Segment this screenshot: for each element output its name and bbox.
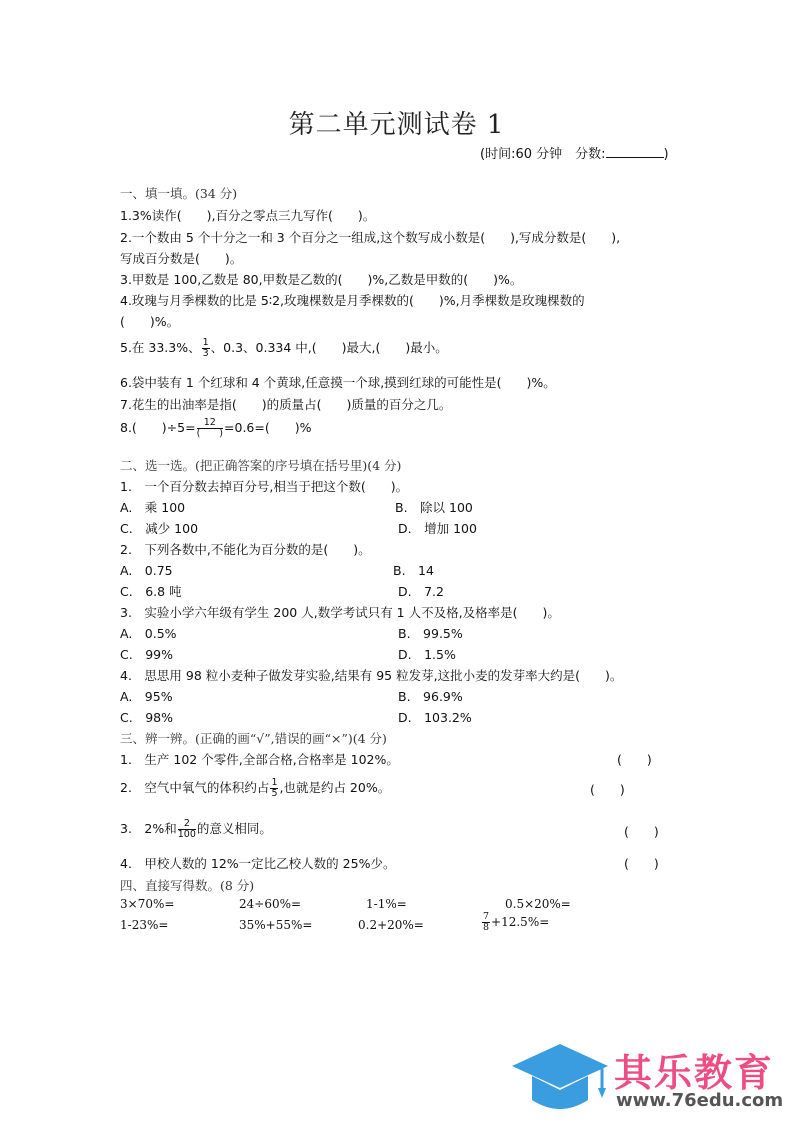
s3-q4: 4. 甲校人数的 12%一定比乙校人数的 25%少。: [120, 856, 396, 871]
s2-q3-option-b: B. 99.5%: [398, 626, 463, 641]
s3-q4-answer-paren: ( ): [624, 856, 659, 871]
watermark-logo: [510, 1040, 790, 1120]
fraction: $\frac{12}{( )}$: [196, 417, 224, 439]
s2-q4-option-c: C. 98%: [120, 710, 173, 725]
calc-item: 24÷60%=: [239, 897, 302, 911]
s1-q5: 5.在 33.3%、 $\frac{1}{3}$ 、0.3、0.334 中,( )最大,( )最小。: [120, 337, 448, 359]
s1-q2-line1: 2.一个数由 5 个十分之一和 3 个百分之一组成,这个数写成小数是( ),写成分数是( ),: [120, 230, 621, 245]
calc-item: 3×70%=: [120, 897, 175, 911]
brand-name: 其乐教育: [614, 1051, 775, 1095]
s2-q1-option-a: A. 乘 100: [120, 500, 186, 515]
fraction: $\frac{2}{100}$: [177, 818, 196, 840]
s2-q2-option-b: B. 14: [393, 563, 434, 578]
exam-info: (时间:60 分钟 分数: ): [480, 147, 669, 162]
s2-q4-option-a: A. 95%: [120, 689, 173, 704]
section2-heading: 二、选一选。(把正确答案的序号填在括号里)(4 分): [120, 458, 402, 473]
time-label: (时间:60 分钟 分数:: [480, 147, 606, 162]
s2-q4-option-d: D. 103.2%: [398, 710, 472, 725]
brand-url: www.76edu.com: [616, 1090, 784, 1111]
calc-item: $\frac{7}{8}$ +12.5%=: [483, 911, 550, 933]
section4-heading: 四、直接写得数。(8 分): [120, 878, 255, 893]
s2-q3: 3. 实验小学六年级有学生 200 人,数学考试只有 1 人不及格,及格率是( )。: [120, 605, 560, 620]
s1-q7: 7.花生的出油率是指( )的质量占( )质量的百分之几。: [120, 397, 452, 412]
s1-q8: 8.( )÷5= $\frac{12}{( )}$ =0.6=( )%: [120, 417, 312, 439]
s2-q3-option-a: A. 0.5%: [120, 626, 177, 641]
s2-q2: 2. 下列各数中,不能化为百分数的是( )。: [120, 542, 371, 557]
s2-q1-option-c: C. 减少 100: [120, 521, 199, 536]
s2-q1-option-d: D. 增加 100: [398, 521, 477, 536]
s1-q1: 1.3%读作( ),百分之零点三九写作( )。: [120, 208, 376, 223]
s2-q2-option-d: D. 7.2: [398, 584, 444, 599]
s2-q3-option-c: C. 99%: [120, 647, 173, 662]
s1-q4-line1: 4.玫瑰与月季棵数的比是 5∶2,玫瑰棵数是月季棵数的( )%,月季棵数是玫瑰棵数的: [120, 293, 585, 308]
s3-q2: 2. 空气中氧气的体积约占 $\frac{1}{5}$ ,也就是约占 20%。: [120, 777, 391, 799]
s2-q4: 4. 思思用 98 粒小麦种子做发芽实验,结果有 95 粒发芽,这批小麦的发芽率大约是( )。: [120, 668, 623, 683]
fraction: $\frac{1}{5}$: [271, 777, 278, 799]
s1-q4-line2: ( )%。: [120, 314, 180, 329]
section1-heading: 一、填一填。(34 分): [120, 186, 238, 201]
fraction: $\frac{1}{3}$: [202, 337, 209, 359]
s2-q2-option-a: A. 0.75: [120, 563, 173, 578]
s2-q3-option-d: D. 1.5%: [398, 647, 456, 662]
s1-q6: 6.袋中装有 1 个红球和 4 个黄球,任意摸一个球,摸到红球的可能性是( )%。: [120, 375, 556, 390]
calc-item: 1-23%=: [120, 918, 169, 932]
s3-q2-answer-paren: ( ): [590, 782, 625, 797]
s2-q1-option-b: B. 除以 100: [395, 500, 473, 515]
fraction: $\frac{7}{8}$: [483, 911, 490, 933]
s3-q1-answer-paren: ( ): [617, 752, 652, 767]
section3-heading: 三、辨一辨。(正确的画“√”,错误的画“×”)(4 分): [120, 731, 387, 746]
s2-q2-option-c: C. 6.8 吨: [120, 584, 182, 599]
score-blank: [606, 145, 664, 158]
calc-item: 1-1%=: [366, 897, 407, 911]
s3-q3: 3. 2%和 $\frac{2}{100}$ 的意义相同。: [120, 818, 272, 840]
graduation-cap-icon: [510, 1040, 610, 1116]
calc-item: 0.2+20%=: [358, 918, 424, 932]
page-title: 第二单元测试卷 1: [288, 110, 505, 140]
calc-item: 35%+55%=: [239, 918, 313, 932]
s2-q4-option-b: B. 96.9%: [398, 689, 463, 704]
s2-q1: 1. 一个百分数去掉百分号,相当于把这个数( )。: [120, 479, 409, 494]
s1-q3: 3.甲数是 100,乙数是 80,甲数是乙数的( )%,乙数是甲数的( )%。: [120, 272, 523, 287]
s3-q1: 1. 生产 102 个零件,全部合格,合格率是 102%。: [120, 752, 399, 767]
calc-item: 0.5×20%=: [505, 897, 571, 911]
s1-q2-line2: 写成百分数是( )。: [120, 251, 243, 266]
s3-q3-answer-paren: ( ): [624, 824, 659, 839]
